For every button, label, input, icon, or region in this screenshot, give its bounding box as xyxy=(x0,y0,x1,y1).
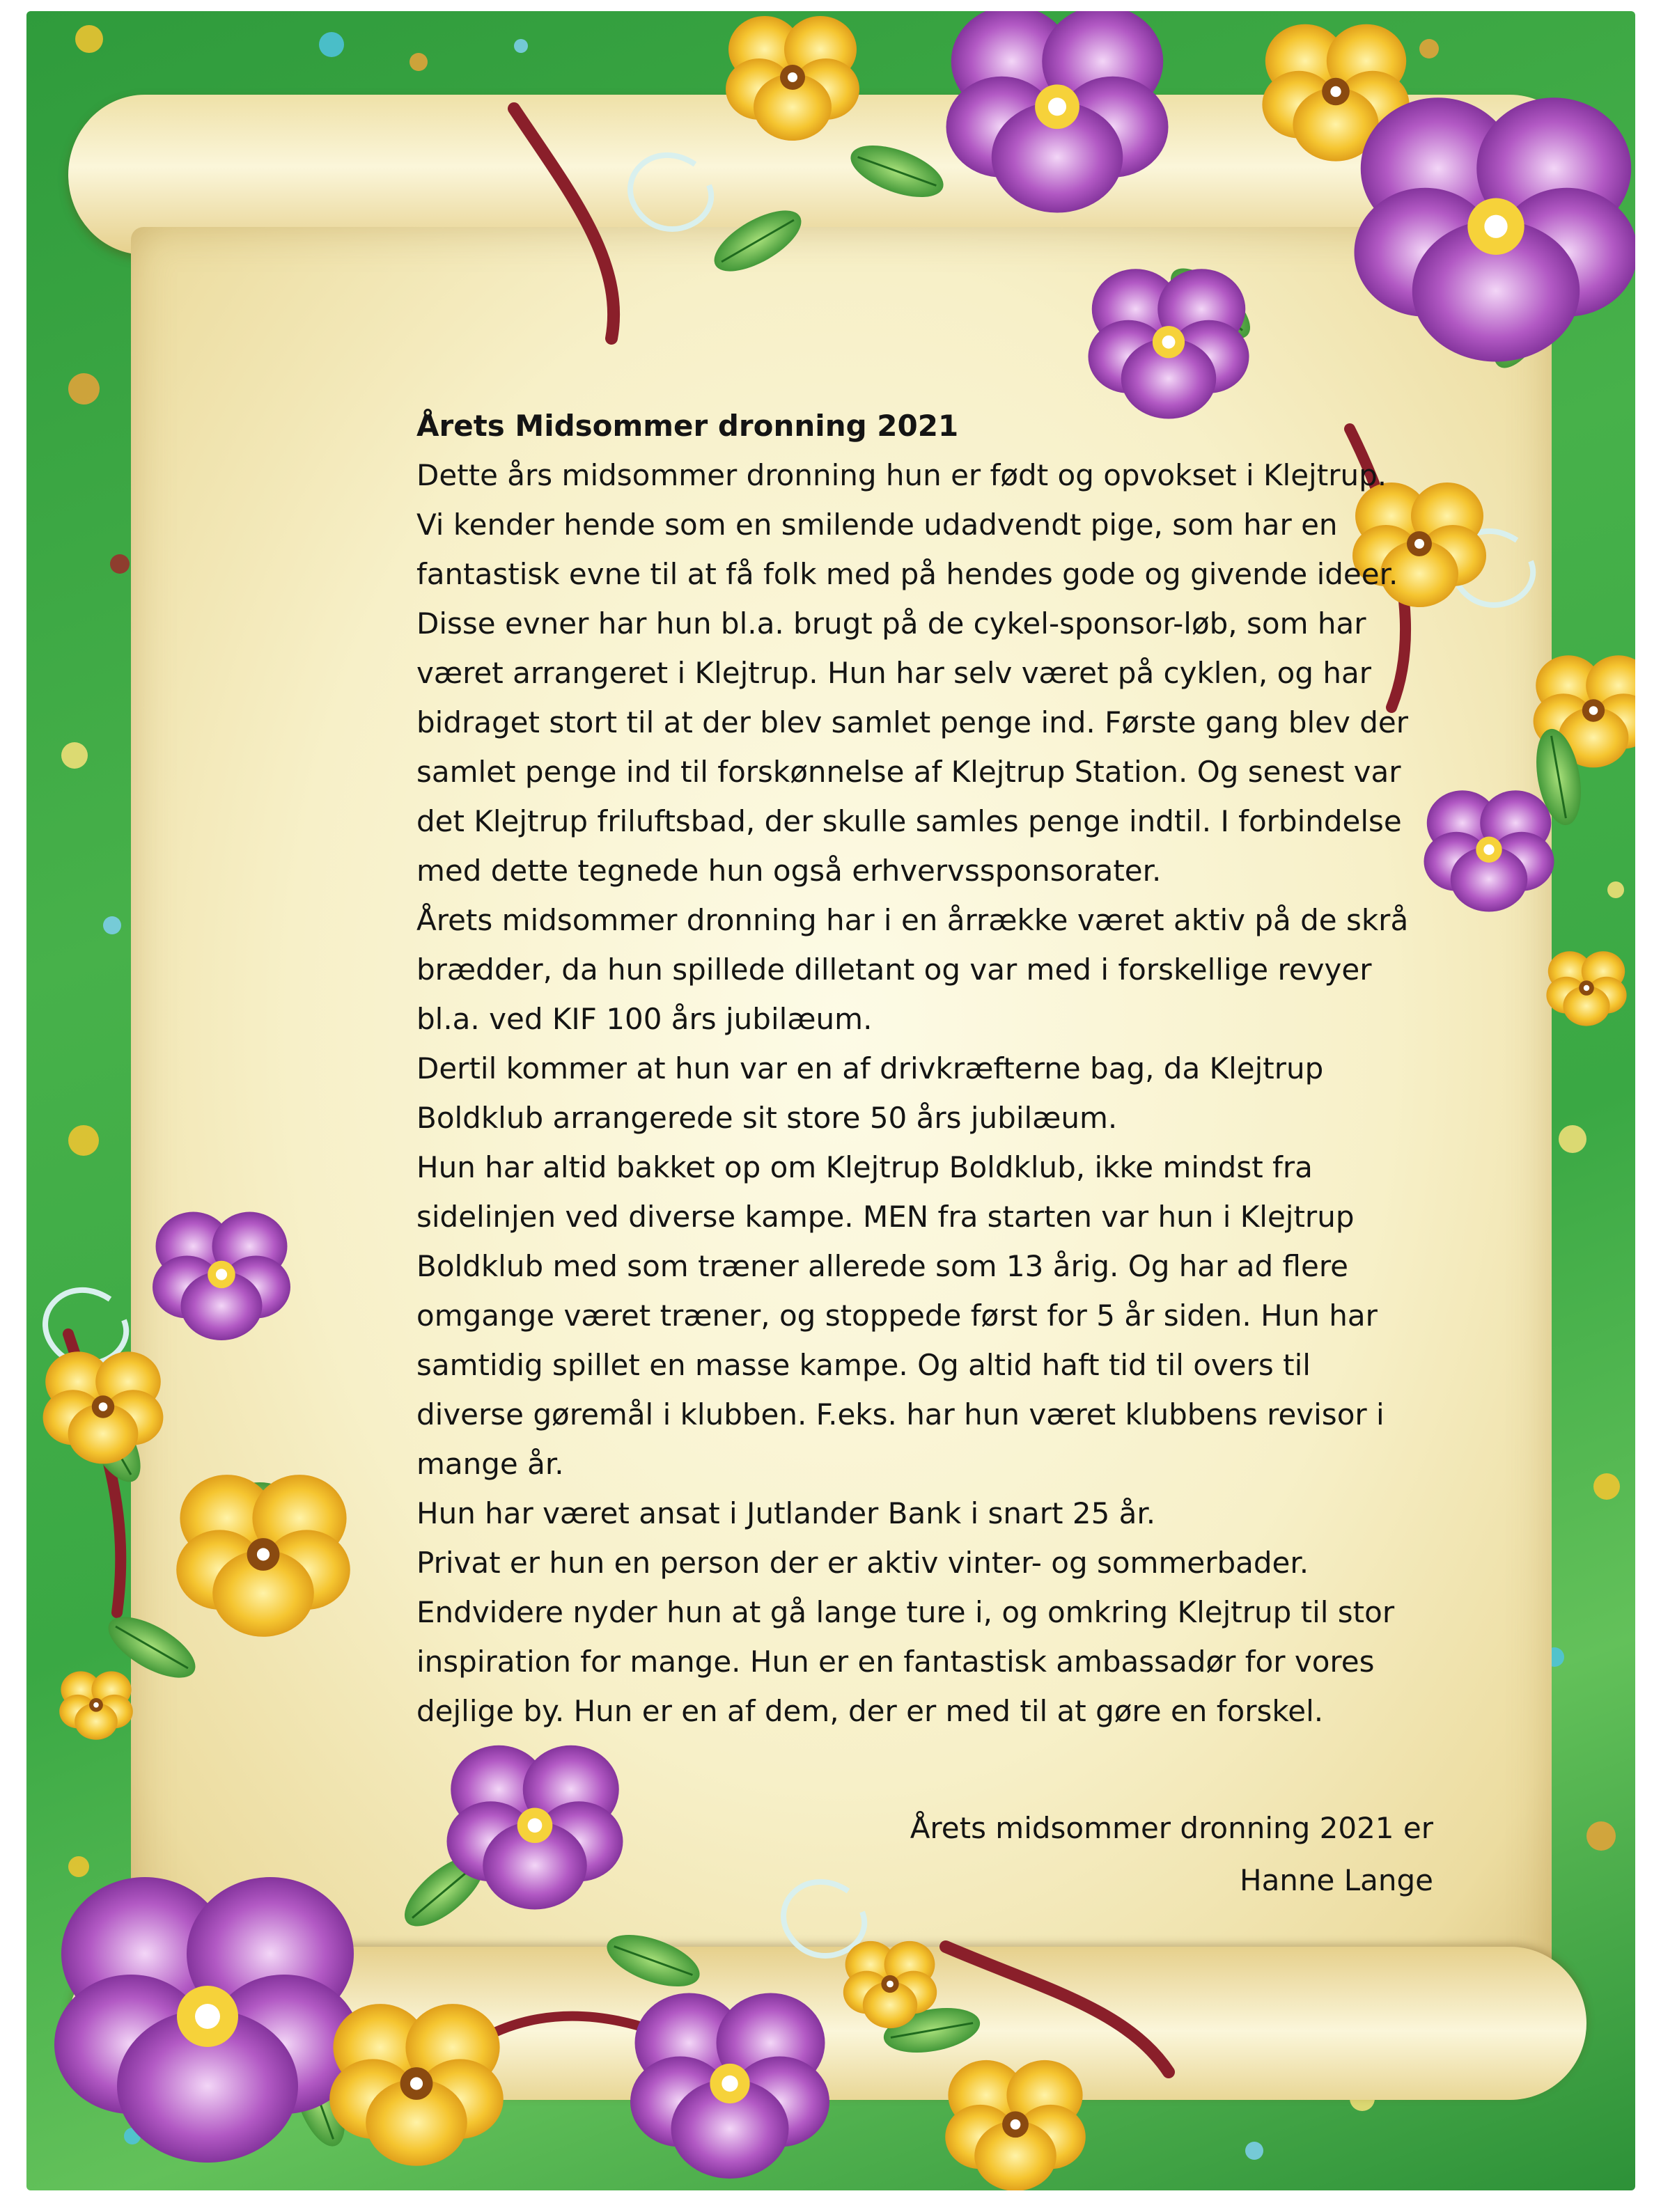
text-line: Endvidere nyder hun at gå lange ture i, og omkring Klejtrup til stor xyxy=(416,1595,1395,1629)
text-line: bl.a. ved KIF 100 års jubilæum. xyxy=(416,1002,873,1036)
text-line: dejlige by. Hun er en af dem, der er med til at gøre en forskel. xyxy=(416,1694,1324,1728)
document-text xyxy=(416,401,1447,1736)
text-line: mange år. xyxy=(416,1447,564,1481)
text-line: Dertil kommer at hun var en af drivkræfterne bag, da Klejtrup xyxy=(416,1051,1324,1085)
text-line: været arrangeret i Klejtrup. Hun har selv været på cyklen, og har xyxy=(416,656,1371,690)
signature-name: Hanne Lange xyxy=(1239,1863,1433,1897)
text-line: inspiration for mange. Hun er en fantastisk ambassadør for vores xyxy=(416,1645,1375,1679)
text-line: Privat er hun en person der er aktiv vinter- og sommerbader. xyxy=(416,1546,1309,1580)
text-line: Hun har altid bakket op om Klejtrup Boldklub, ikke mindst fra xyxy=(416,1150,1313,1184)
text-line: diverse gøremål i klubben. F.eks. har hun været klubbens revisor i xyxy=(416,1397,1385,1431)
text-line: Boldklub med som træner allerede som 13 årig. Og har ad flere xyxy=(416,1249,1349,1283)
text-line: samtidig spillet en masse kampe. Og altid haft tid til overs til xyxy=(416,1348,1311,1382)
text-line: fantastisk evne til at få folk med på hendes gode og givende ideer. xyxy=(416,557,1398,591)
text-line: Vi kender hende som en smilende udadvendt pige, som har en xyxy=(416,508,1338,542)
text-line: Boldklub arrangerede sit store 50 års jubilæum. xyxy=(416,1101,1118,1135)
text-line: Dette års midsommer dronning hun er født og opvokset i Klejtrup. xyxy=(416,458,1387,492)
text-line: Årets midsommer dronning har i en årrække været aktiv på de skrå xyxy=(416,903,1409,937)
text-line: Disse evner har hun bl.a. brugt på de cykel-sponsor-løb, som har xyxy=(416,606,1366,641)
text-line: Hun har været ansat i Jutlander Bank i snart 25 år. xyxy=(416,1496,1156,1530)
signature-block xyxy=(793,1802,1433,1906)
green-floral-background xyxy=(26,11,1635,2190)
document-title: Årets Midsommer dronning 2021 xyxy=(416,409,959,443)
text-line: med dette tegnede hun også erhvervssponsorater. xyxy=(416,854,1162,888)
text-line: omgange været træner, og stoppede først for 5 år siden. Hun har xyxy=(416,1299,1378,1333)
text-line: samlet penge ind til forskønnelse af Klejtrup Station. Og senest var xyxy=(416,755,1401,789)
text-line: brædder, da hun spillede dilletant og var med i forskellige revyer xyxy=(416,952,1372,987)
text-line: det Klejtrup friluftsbad, der skulle samles penge indtil. I forbindelse xyxy=(416,804,1402,838)
text-line: sidelinjen ved diverse kampe. MEN fra starten var hun i Klejtrup xyxy=(416,1200,1355,1234)
text-line: bidraget stort til at der blev samlet penge ind. Første gang blev der xyxy=(416,705,1408,739)
signature-line: Årets midsommer dronning 2021 er xyxy=(910,1811,1433,1845)
